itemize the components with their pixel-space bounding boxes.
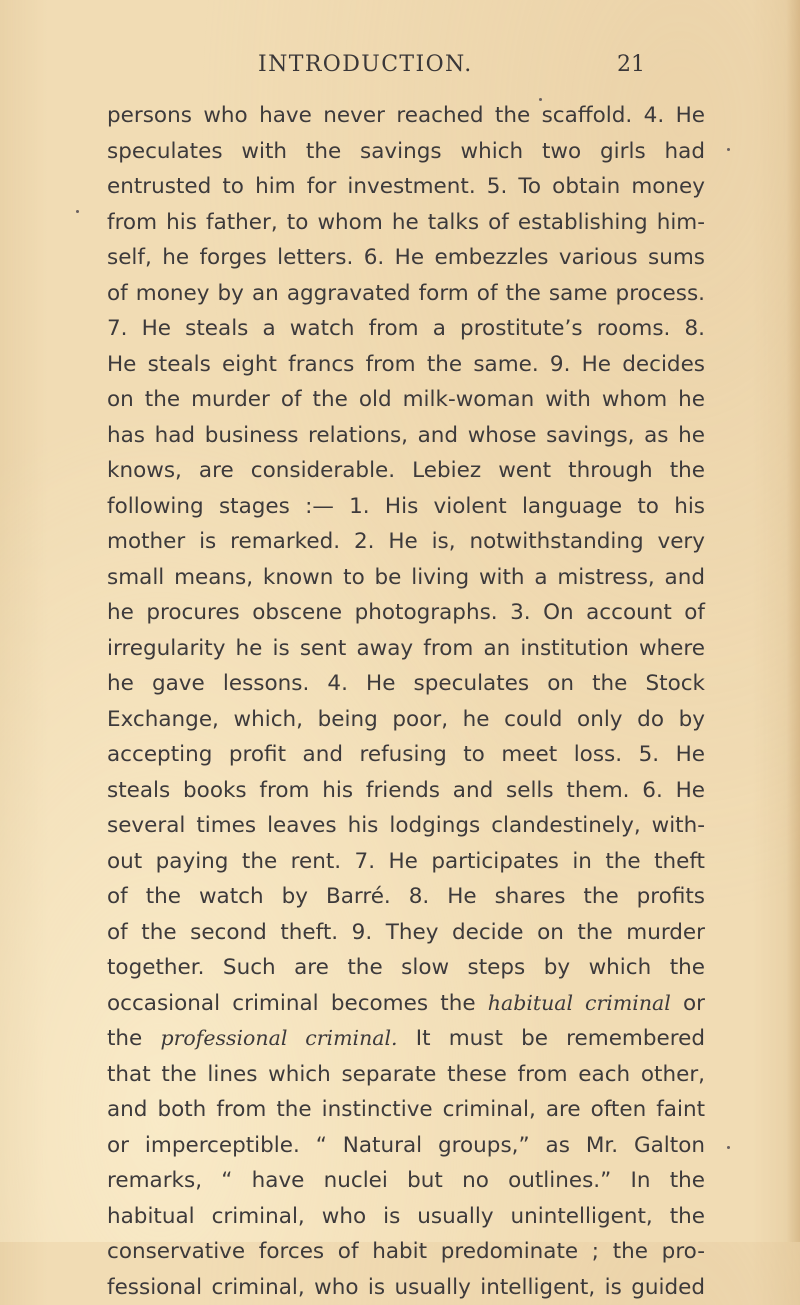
text-segment: It must be remembered (398, 1026, 705, 1051)
text-line: that the lines which separate these from each other, (107, 1057, 705, 1093)
running-title: INTRODUCTION. (258, 52, 473, 77)
text-line-with-italic (107, 986, 705, 1022)
text-segment: occasional criminal becomes the (107, 991, 488, 1016)
text-line: conservative forces of habit predominate ; the pro- (107, 1234, 705, 1270)
body-text (107, 98, 705, 1305)
margin-speck (539, 98, 542, 101)
page-edge-shadow (786, 0, 800, 1242)
text-line: habitual criminal, who is usually unintelligent, the (107, 1199, 705, 1235)
text-line: entrusted to him for investment. 5. To obtain money (107, 169, 705, 205)
text-line: on the murder of the old milk-woman with whom he (107, 382, 705, 418)
text-segment: or (671, 991, 705, 1016)
page-number: 21 (617, 52, 645, 77)
text-line: he gave lessons. 4. He speculates on the Stock (107, 666, 705, 702)
text-line: persons who have never reached the scaffold. 4. He (107, 98, 705, 134)
text-line: knows, are considerable. Lebiez went through the (107, 453, 705, 489)
text-line: or imperceptible. “ Natural groups,” as Mr. Galton (107, 1128, 705, 1164)
text-line: and both from the instinctive criminal, are often faint (107, 1092, 705, 1128)
text-line: of the watch by Barré. 8. He shares the profits (107, 879, 705, 915)
text-line: 7. He steals a watch from a prostitute’s rooms. 8. (107, 311, 705, 347)
text-line: mother is remarked. 2. He is, notwithstanding very (107, 524, 705, 560)
text-line: remarks, “ have nuclei but no outlines.” In the (107, 1163, 705, 1199)
margin-speck (727, 1146, 730, 1149)
running-header (0, 48, 800, 88)
text-line: small means, known to be living with a mistress, and (107, 560, 705, 596)
italic-term: habitual criminal (488, 991, 671, 1015)
text-line: from his father, to whom he talks of establishing him- (107, 205, 705, 241)
text-line: of the second theft. 9. They decide on the murder (107, 915, 705, 951)
text-line: irregularity he is sent away from an institution where (107, 631, 705, 667)
italic-term: professional criminal. (160, 1026, 397, 1050)
text-line: of money by an aggravated form of the same process. (107, 276, 705, 312)
text-line: has had business relations, and whose savings, as he (107, 418, 705, 454)
text-segment: the (107, 1026, 160, 1051)
text-line: self, he forges letters. 6. He embezzles various sums (107, 240, 705, 276)
text-line: together. Such are the slow steps by which the (107, 950, 705, 986)
text-line: fessional criminal, who is usually intelligent, is guided (107, 1270, 705, 1305)
text-line: out paying the rent. 7. He participates in the theft (107, 844, 705, 880)
text-line: Exchange, which, being poor, he could only do by (107, 702, 705, 738)
margin-speck (76, 210, 79, 213)
text-line: following stages :— 1. His violent language to his (107, 489, 705, 525)
text-line: accepting profit and refusing to meet loss. 5. He (107, 737, 705, 773)
text-line: several times leaves his lodgings clandestinely, with- (107, 808, 705, 844)
text-line: he procures obscene photographs. 3. On account of (107, 595, 705, 631)
text-line: He steals eight francs from the same. 9. He decides (107, 347, 705, 383)
text-line-with-italic (107, 1021, 705, 1057)
text-line: speculates with the savings which two girls had (107, 134, 705, 170)
margin-speck (727, 148, 730, 151)
text-line: steals books from his friends and sells them. 6. He (107, 773, 705, 809)
